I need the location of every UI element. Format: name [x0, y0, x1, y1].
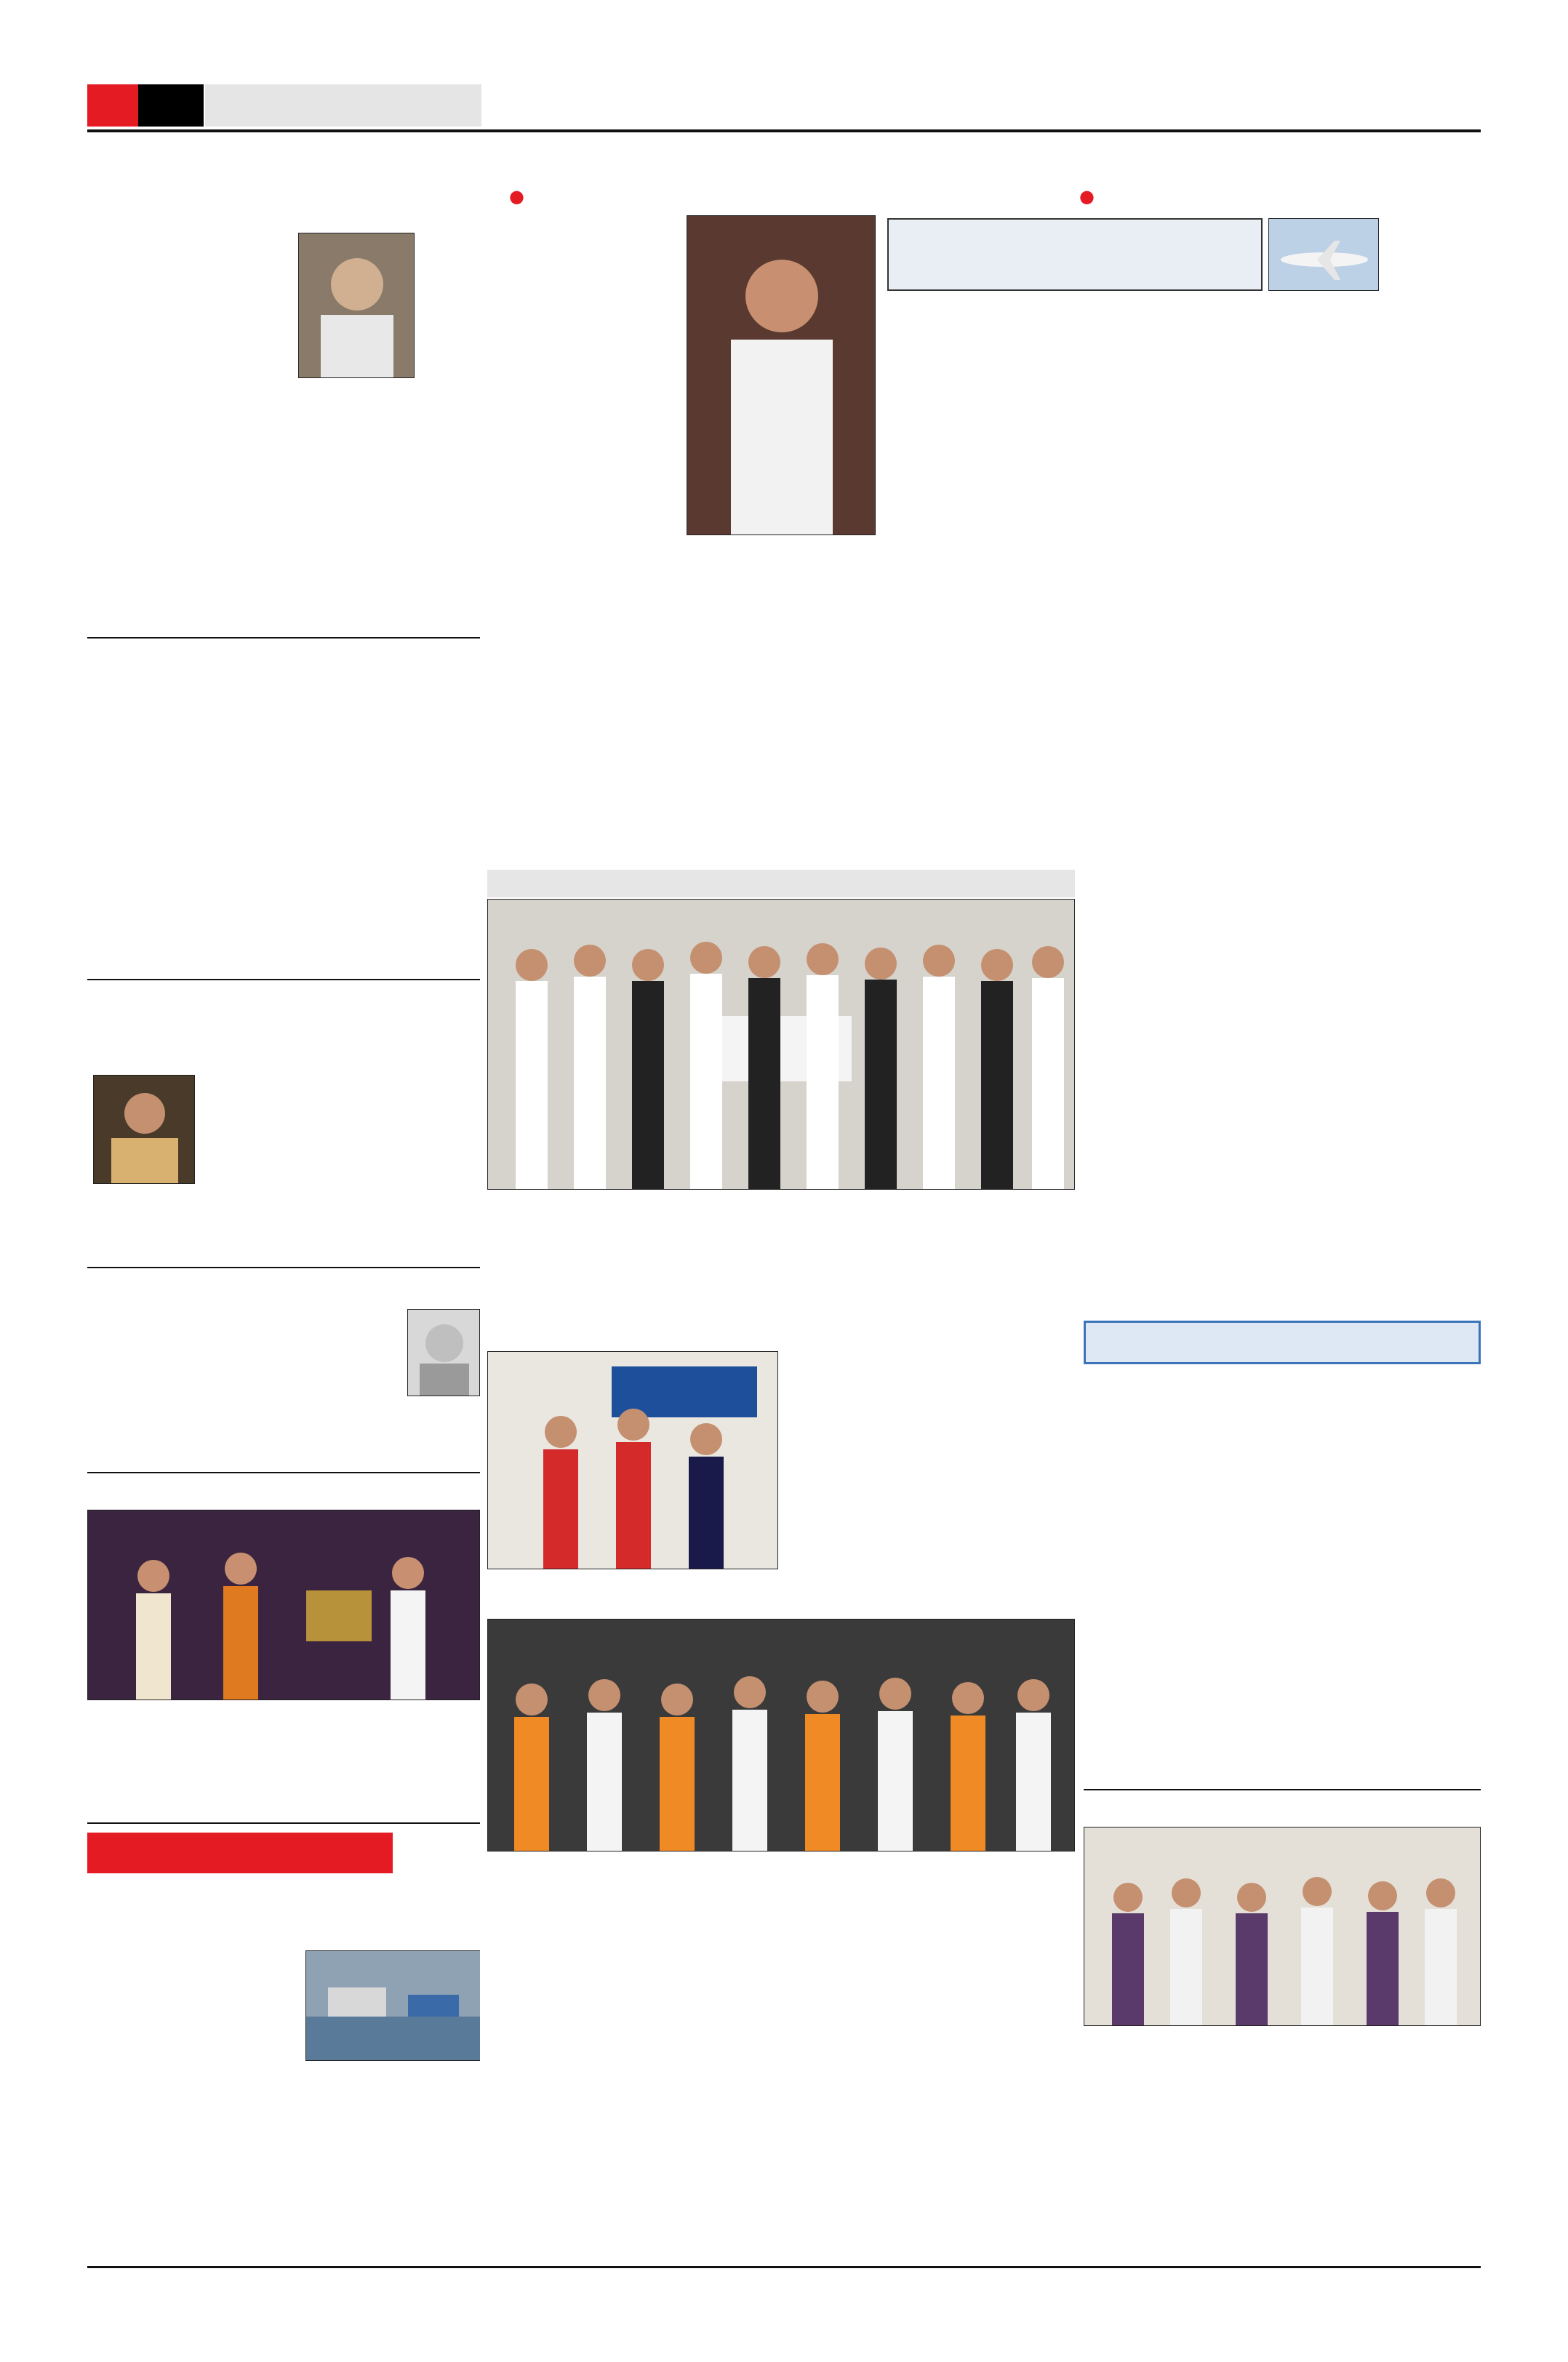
stage-group-icon [88, 1510, 480, 1700]
industrial-body-1 [487, 215, 678, 724]
bharata-headline [1084, 1545, 1481, 1581]
divider [87, 979, 480, 980]
poster-caption [487, 1193, 1075, 1316]
bvb-photo-caption [93, 1185, 195, 1203]
page-label [87, 84, 138, 127]
divider [87, 637, 480, 638]
award-headline [87, 1476, 480, 1508]
crowd-icon [488, 1620, 1075, 1851]
header-rule [87, 129, 1481, 132]
bullet-icon: ● [1079, 186, 1095, 207]
skating-caption [785, 1351, 1075, 1569]
issue-date [1222, 86, 1542, 127]
neet-body [87, 734, 480, 974]
airplane-photo [1268, 218, 1379, 291]
award-caption [87, 1703, 480, 1812]
health-body-2 [291, 422, 480, 633]
chess-headline-box [1084, 1321, 1481, 1364]
group-photo-icon [1084, 1827, 1481, 2026]
airport-body-2 [1385, 218, 1481, 727]
industrial-body-3 [687, 561, 876, 729]
divider [87, 2266, 1481, 2268]
industrial-minister-photo [687, 215, 876, 535]
airport-headline-1 [889, 220, 1261, 223]
neet-headline [87, 643, 480, 730]
page-number-tag [87, 84, 204, 127]
pm-body-3 [884, 1883, 1075, 2247]
chess-body [1084, 1367, 1481, 1542]
world-news-band [87, 1833, 393, 1873]
industrial-photo-caption [687, 537, 876, 559]
health-body [87, 225, 278, 633]
nss-headline [1084, 1793, 1481, 1825]
nss-photo [1084, 1827, 1481, 2026]
bullet-icon: ● [509, 186, 524, 207]
kuvempu-headline [87, 1271, 480, 1308]
coast-icon [306, 1951, 480, 2060]
section-title [205, 84, 481, 127]
dasha-body [1084, 945, 1481, 1316]
poster-headline [487, 870, 1075, 897]
bvb-artist-photo [93, 1075, 195, 1184]
divider [87, 1472, 480, 1473]
kuvempu-photo [407, 1309, 480, 1396]
industrial-subhead-2 [1079, 186, 1481, 212]
industrial-headline [481, 135, 1481, 191]
health-minister-photo [298, 233, 415, 378]
pm-photo [487, 1619, 1075, 1851]
bvb-headline [87, 985, 480, 1072]
airport-headline-box [887, 218, 1263, 291]
pm-caption [487, 1856, 1075, 1878]
skating-headline [487, 1318, 1075, 1350]
airport-body [887, 298, 1379, 727]
pm-body-2 [687, 1883, 877, 2247]
minister-figure-icon [687, 216, 876, 535]
nss-caption [1084, 2029, 1481, 2262]
portrait-icon [408, 1310, 480, 1396]
masthead-logo [727, 81, 975, 132]
dasha-headline [1084, 870, 1481, 942]
award-photo [87, 1510, 480, 1700]
divider [1084, 1789, 1481, 1790]
vanuatu-body [87, 1950, 298, 2262]
group-photo-icon [488, 900, 1075, 1190]
health-headline [87, 135, 480, 223]
vanuatu-headline [87, 1878, 480, 1945]
pm-headline [487, 1572, 1075, 1616]
industrial-subhead-1 [509, 186, 1076, 212]
health-photo-caption [291, 380, 422, 419]
vanuatu-photo [305, 1950, 480, 2061]
portrait-icon [299, 233, 415, 378]
bvb-body [202, 1075, 480, 1264]
divider [87, 1267, 480, 1268]
pm-body [487, 1883, 678, 2247]
bharata-body [1084, 1582, 1481, 1786]
skating-banner-text [625, 1374, 771, 1411]
industrial-body-4 [687, 734, 1481, 865]
portrait-icon [94, 1076, 195, 1184]
divider [87, 1822, 480, 1824]
airplane-icon [1269, 219, 1379, 291]
kuvempu-body [87, 1309, 400, 1469]
world-news-left [87, 1833, 480, 2262]
poster-photo [487, 899, 1075, 1190]
